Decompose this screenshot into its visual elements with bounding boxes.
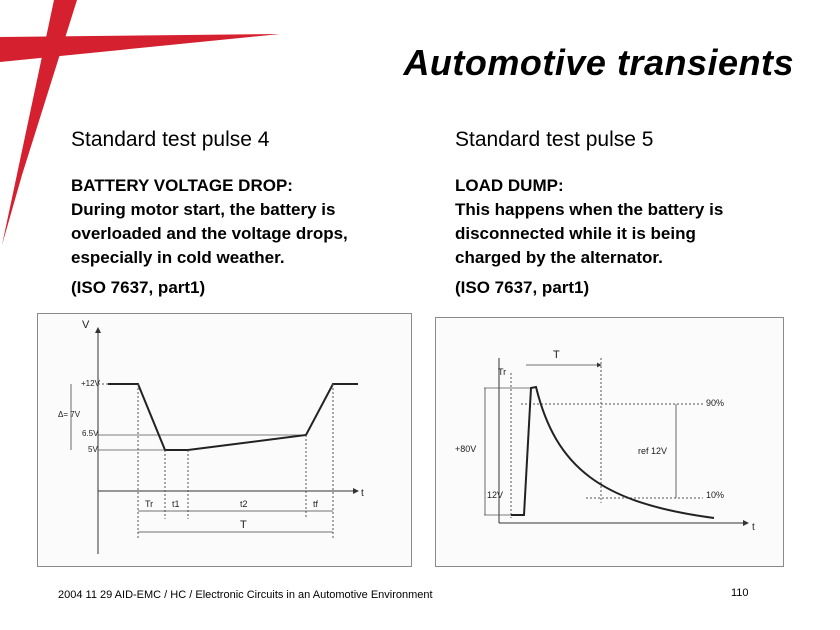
pulse5-10-percent-label: 10% <box>706 490 725 500</box>
pulse4-delta-label: Δ= 7V <box>58 410 81 419</box>
pulse4-description-line: BATTERY VOLTAGE DROP: <box>71 176 293 195</box>
pulse5-standard-reference: (ISO 7637, part1) <box>455 278 590 297</box>
pulse5-12v-label: 12V <box>487 490 504 500</box>
pulse5-T-label: T <box>553 349 560 361</box>
pulse5-tr-label: Tr <box>498 367 507 377</box>
pulse4-12v-label: +12V <box>81 379 100 388</box>
pulse5-90-percent-label: 90% <box>706 398 725 408</box>
pulse4-t-axis-label: t <box>361 488 364 499</box>
pulse4-description-line: especially in cold weather. <box>71 248 285 267</box>
pulse4-tr-label: Tr <box>145 499 154 509</box>
pulse4-t1-label: t1 <box>172 499 180 509</box>
pulse4-description-line: During motor start, the battery is <box>71 200 336 219</box>
pulse4-5v-label: 5V <box>88 445 98 454</box>
page-number: 110 <box>731 587 749 599</box>
pulse5-heading: Standard test pulse 5 <box>455 128 654 151</box>
pulse4-diagram <box>37 313 412 567</box>
pulse5-diagram <box>435 317 784 567</box>
pulse4-v-axis-label: V <box>82 319 90 331</box>
pulse4-standard-reference: (ISO 7637, part1) <box>71 278 206 297</box>
pulse5-description-line: disconnected while it is being <box>455 224 696 243</box>
slide-title: Automotive transients <box>403 42 794 83</box>
pulse4-T-label: T <box>240 519 247 531</box>
pulse5-text-column <box>455 128 815 298</box>
pulse5-description-line: charged by the alternator. <box>455 248 663 267</box>
pulse4-waveform <box>108 384 358 450</box>
pulse4-text-column <box>71 128 431 298</box>
pulse5-80v-label: +80V <box>455 444 477 454</box>
pulse5-description-line: LOAD DUMP: <box>455 176 564 195</box>
pulse5-ref-label: ref 12V <box>638 446 668 456</box>
pulse5-t-axis-label: t <box>752 522 755 533</box>
pulse5-description <box>455 174 815 270</box>
pulse4-6-5v-label: 6.5V <box>82 429 99 438</box>
pulse4-description <box>71 174 431 270</box>
pulse4-t2-label: t2 <box>240 499 248 509</box>
pulse4-description-line: overloaded and the voltage drops, <box>71 224 348 243</box>
pulse5-description-line: This happens when the battery is <box>455 200 724 219</box>
pulse4-tf-label: tf <box>313 499 319 509</box>
slide-footer: 2004 11 29 AID-EMC / HC / Electronic Circuits in an Automotive Environment <box>58 589 433 601</box>
pulse4-heading: Standard test pulse 4 <box>71 128 270 151</box>
